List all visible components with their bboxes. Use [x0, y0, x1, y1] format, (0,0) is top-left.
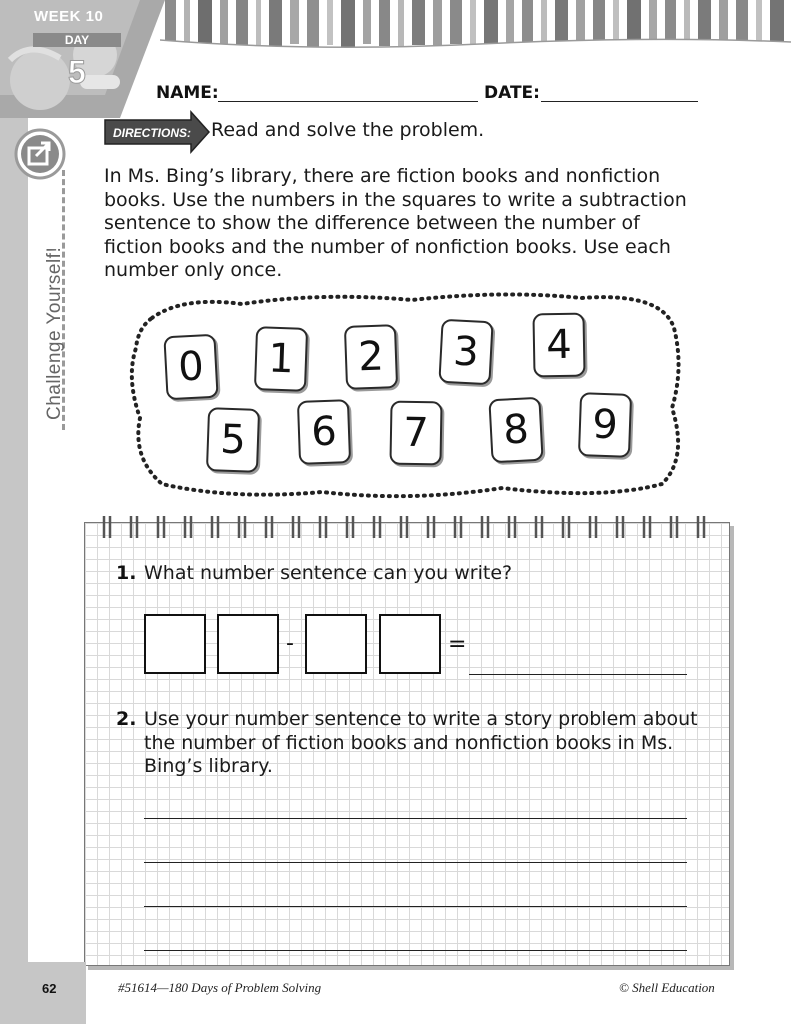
writing-line[interactable]	[144, 862, 687, 863]
minus-sign: -	[286, 631, 294, 656]
answer-line[interactable]	[469, 674, 687, 675]
footer-copyright: © Shell Education	[619, 980, 715, 995]
question-1-number: 1.	[116, 562, 137, 584]
number-tile: 0	[163, 334, 218, 401]
directions-badge-text: DIRECTIONS:	[113, 126, 191, 140]
date-field[interactable]	[541, 101, 698, 102]
number-tile: 5	[206, 407, 260, 473]
question-1-text: What number sentence can you write?	[144, 562, 513, 584]
problem-text: In Ms. Bing’s library, there are fiction books and nonfiction books. Use the numbers in the squares to write a subtraction sentence to show the difference between the number of fiction books and the number of nonfiction books. Use each number only once.	[104, 165, 687, 281]
top-decorative-strip	[160, 0, 791, 62]
day-number: 5	[68, 54, 86, 90]
question-2-text: Use your number sentence to write a story problem about the number of fiction books and nonfiction books in Ms. Bing’s library.	[144, 708, 698, 777]
equals-sign: =	[448, 632, 467, 657]
page-number: 62	[42, 981, 57, 996]
question-2-number: 2.	[116, 708, 137, 730]
number-tile: 4	[532, 313, 585, 378]
writing-line[interactable]	[144, 950, 687, 951]
name-field[interactable]	[218, 101, 478, 102]
number-tile: 7	[389, 401, 442, 466]
share-icon	[14, 128, 66, 180]
answer-box-1[interactable]	[144, 614, 206, 674]
writing-line[interactable]	[144, 906, 687, 907]
directions-text: Read and solve the problem.	[211, 119, 485, 141]
week-label: WEEK 10	[34, 8, 104, 25]
number-tile: 9	[578, 392, 632, 458]
directions-badge	[103, 110, 211, 154]
writing-line[interactable]	[144, 818, 687, 819]
spiral-binding	[98, 512, 718, 552]
footer-book-code: #51614—180 Days of Problem Solving	[118, 980, 322, 995]
number-tile: 3	[438, 319, 493, 386]
number-tile: 2	[344, 324, 398, 390]
number-tile: 6	[297, 399, 351, 465]
answer-box-4[interactable]	[379, 614, 441, 674]
name-label: NAME:	[156, 83, 219, 103]
number-tile: 1	[254, 326, 308, 392]
day-label: DAY	[33, 33, 121, 47]
answer-box-3[interactable]	[305, 614, 367, 674]
sidebar-title: Challenge Yourself!	[44, 246, 65, 420]
date-label: DATE:	[484, 83, 540, 103]
answer-box-2[interactable]	[217, 614, 279, 674]
number-tile: 8	[488, 397, 543, 464]
